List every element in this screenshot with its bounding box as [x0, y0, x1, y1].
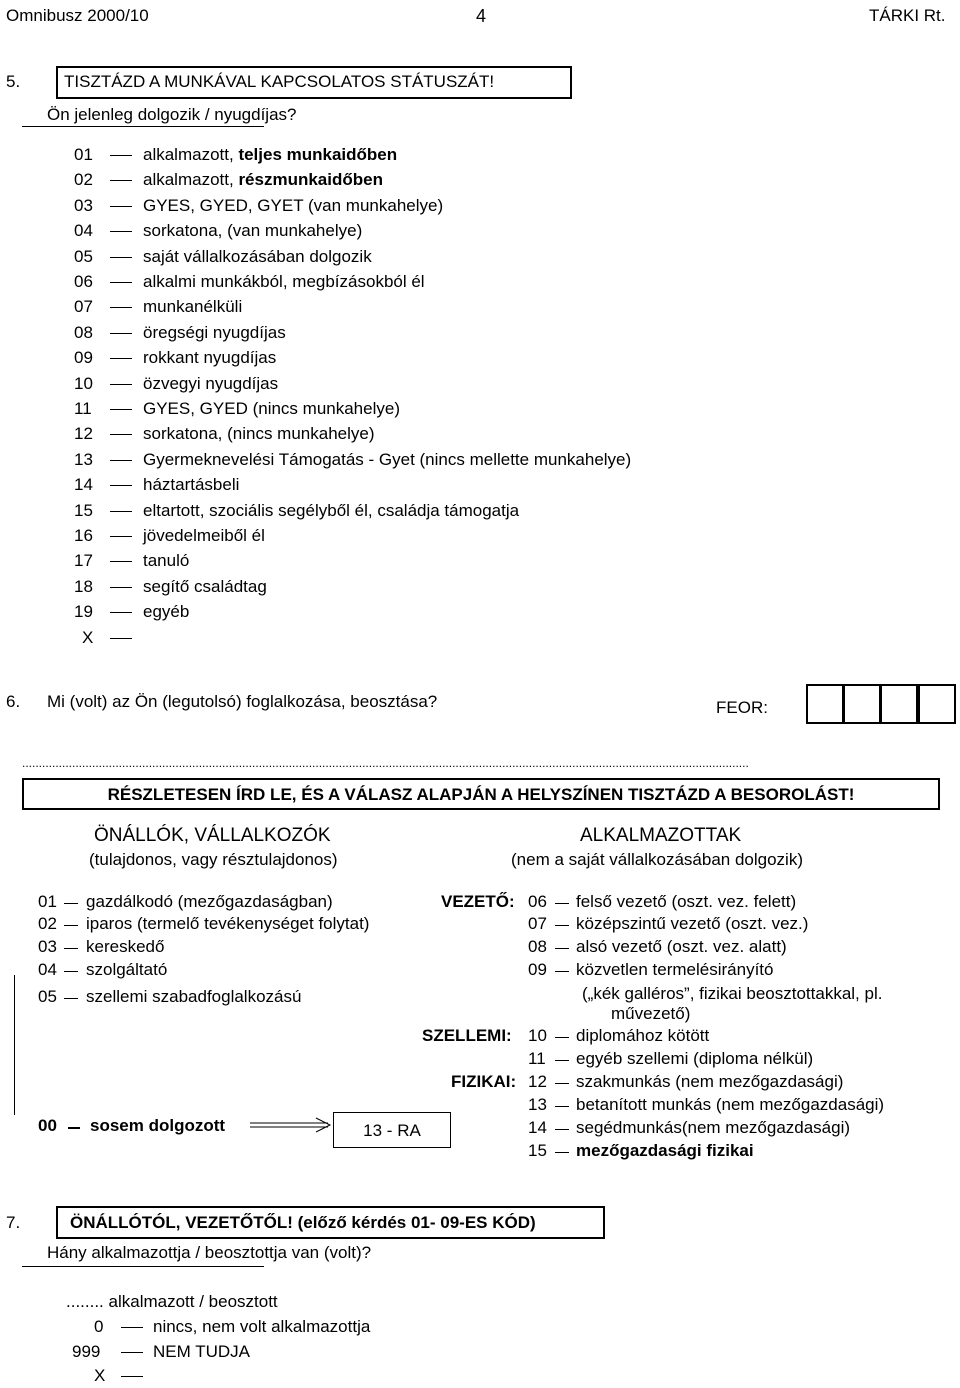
option-text	[143, 475, 239, 495]
option-item[interactable]	[520, 892, 940, 914]
option-dash	[121, 1327, 143, 1328]
option-code: 14	[74, 475, 93, 495]
q7-instruction-box	[56, 1206, 605, 1239]
option-text	[143, 196, 443, 216]
option-code: 07	[74, 297, 93, 317]
option-text-plain: jövedelmeiből él	[143, 526, 265, 545]
option-dash	[110, 384, 132, 385]
option-item[interactable]	[520, 1026, 940, 1048]
option-code: 03	[38, 937, 57, 956]
option-text: felső vezető (oszt. vez. felett)	[576, 892, 797, 911]
option-code: 19	[74, 602, 93, 622]
option-dash	[110, 155, 132, 156]
q7-instruction: ÖNÁLLÓTÓL, VEZETŐTŐL! (előző kérdés 01- 09-ES KÓD)	[70, 1213, 536, 1232]
option-dash	[110, 282, 132, 283]
option-dash	[110, 485, 132, 486]
option-text	[143, 450, 631, 470]
option-text: közvetlen termelésirányító	[576, 960, 774, 979]
option-item[interactable]	[0, 247, 960, 269]
option-code: 08	[528, 937, 547, 956]
q7-question-underline	[22, 1266, 264, 1267]
q6-answer-dots: ..........................................................................................................................................................................................................................	[22, 756, 749, 770]
option-item[interactable]	[520, 960, 940, 982]
option-code: 11	[528, 1049, 546, 1068]
option-item[interactable]	[0, 272, 960, 294]
option-code: 13	[74, 449, 93, 469]
option-text-plain: munkanélküli	[143, 297, 243, 317]
option-text	[143, 170, 383, 190]
option-dash	[110, 206, 132, 207]
option-text-plain: sorkatona, (van munkahelye)	[143, 221, 363, 241]
option-text-bold: részmunkaidőben	[238, 170, 383, 190]
option-code: 02	[38, 914, 57, 933]
option-code: 06	[74, 272, 93, 291]
option-09-note-line2: művezető)	[611, 1004, 691, 1023]
option-dash	[555, 925, 569, 926]
bracket-line	[14, 975, 15, 1115]
page-number: 4	[476, 6, 487, 26]
option-dash	[110, 460, 132, 461]
option-code: X	[94, 1366, 106, 1385]
option-item[interactable]	[0, 937, 420, 959]
feor-digit-box[interactable]	[918, 684, 956, 724]
option-text-plain: háztartásbeli	[143, 475, 240, 495]
never-code: 00	[38, 1116, 57, 1135]
option-item[interactable]	[0, 170, 960, 192]
option-text: szakmunkás (nem mezőgazdasági)	[576, 1072, 844, 1091]
option-text: alsó vezető (oszt. vez. alatt)	[576, 937, 787, 956]
option-dash	[555, 1106, 569, 1107]
option-text: iparos (termelő tevékenységet folytat)	[86, 914, 370, 933]
option-dash	[110, 434, 132, 435]
option-dash	[555, 903, 569, 904]
option-text	[143, 501, 519, 521]
option-dash	[110, 511, 132, 512]
option-text-plain: alkalmazott,	[143, 145, 239, 164]
option-code: 18	[74, 576, 93, 596]
option-code: 01	[74, 145, 93, 164]
option-text	[143, 145, 397, 165]
option-text: kereskedő	[86, 937, 165, 956]
feor-digit-box[interactable]	[880, 684, 918, 724]
option-dash	[110, 536, 132, 537]
option-dash	[555, 1152, 569, 1153]
option-item[interactable]	[0, 297, 960, 319]
option-dash	[110, 587, 132, 588]
option-dash	[110, 358, 132, 359]
skip-arrow-icon	[250, 1116, 332, 1136]
option-dash	[555, 1037, 569, 1038]
option-code: 10	[528, 1026, 547, 1045]
option-item[interactable]	[0, 399, 960, 421]
option-code: 17	[74, 551, 93, 571]
option-text	[143, 526, 265, 546]
option-item[interactable]	[520, 937, 940, 959]
option-item[interactable]	[0, 551, 960, 573]
skip-box	[333, 1112, 451, 1148]
option-item[interactable]	[520, 1072, 940, 1094]
option-text-plain: GYES, GYED (nincs munkahelye)	[143, 399, 400, 418]
option-code: 0	[94, 1317, 104, 1336]
option-item[interactable]	[0, 1342, 500, 1364]
q5-question-underline	[22, 126, 264, 127]
option-code: 12	[528, 1072, 547, 1091]
option-item[interactable]	[0, 145, 960, 167]
option-dash	[555, 1060, 569, 1061]
option-item[interactable]	[0, 475, 960, 497]
option-text	[143, 551, 189, 571]
q5-question: Ön jelenleg dolgozik / nyugdíjas?	[47, 105, 297, 124]
q7-question: Hány alkalmazottja / beosztottja van (volt)?	[47, 1243, 372, 1262]
group-vezeto: VEZETŐ:	[441, 892, 515, 911]
option-item[interactable]	[0, 323, 960, 345]
option-text: mezőgazdasági fizikai	[576, 1141, 754, 1160]
q5-number: 5.	[6, 72, 21, 91]
option-dash	[110, 180, 132, 181]
option-text-plain: GYES, GYED, GYET (van munkahelye)	[143, 195, 444, 215]
option-code: 03	[74, 195, 93, 215]
header-right: TÁRKI Rt.	[869, 6, 946, 25]
option-item[interactable]	[0, 196, 960, 218]
option-item[interactable]	[520, 914, 940, 936]
q5-instruction-box	[56, 66, 572, 99]
option-text-plain: alkalmi munkákból, megbízásokból él	[143, 272, 425, 291]
option-code: 10	[74, 373, 93, 393]
option-dash	[110, 409, 132, 410]
option-item[interactable]	[0, 501, 960, 523]
q6-question: Mi (volt) az Ön (legutolsó) foglalkozása, beosztása?	[47, 692, 438, 711]
right-column-subtitle: (nem a saját vállalkozásában dolgozik)	[511, 850, 803, 869]
group-szellemi: SZELLEMI:	[422, 1026, 512, 1045]
option-text: egyéb szellemi (diploma nélkül)	[576, 1049, 814, 1068]
option-item[interactable]	[520, 1141, 940, 1163]
left-column-subtitle: (tulajdonos, vagy résztulajdonos)	[89, 850, 338, 869]
option-text	[143, 424, 375, 444]
option-item[interactable]	[0, 1317, 500, 1339]
option-text-plain: eltartott, szociális segélyből él, családja támogatja	[143, 500, 520, 520]
option-code: 15	[74, 500, 93, 520]
q7-number: 7.	[6, 1213, 21, 1232]
option-code: 09	[74, 348, 93, 368]
option-item[interactable]	[0, 526, 960, 548]
option-text-plain: alkalmazott,	[143, 170, 239, 190]
option-item[interactable]	[0, 450, 960, 472]
option-code: 01	[38, 892, 57, 911]
option-code: 05	[74, 246, 93, 266]
option-code: 14	[528, 1118, 547, 1137]
option-item[interactable]	[0, 914, 420, 936]
option-text-plain: rokkant nyugdíjas	[143, 348, 277, 368]
option-text	[143, 602, 189, 622]
q6-number: 6.	[6, 692, 21, 711]
option-text	[143, 221, 362, 241]
option-text-plain: egyéb	[143, 602, 190, 622]
option-code: 04	[74, 221, 93, 241]
q5-instruction: TISZTÁZD A MUNKÁVAL KAPCSOLATOS STÁTUSZÁT!	[64, 72, 495, 91]
option-text-plain: sorkatona, (nincs munkahelye)	[143, 424, 375, 444]
option-item[interactable]	[0, 221, 960, 243]
option-item[interactable]	[0, 628, 960, 650]
option-dash	[555, 948, 569, 949]
option-item[interactable]	[0, 987, 420, 1009]
option-dash	[555, 1129, 569, 1130]
option-dash	[64, 971, 78, 972]
option-text-bold: teljes munkaidőben	[238, 145, 398, 164]
option-dash	[121, 1352, 143, 1353]
option-text	[143, 374, 278, 394]
option-item[interactable]	[520, 1049, 940, 1071]
option-text-plain: saját vállalkozásában dolgozik	[143, 246, 372, 266]
option-text-plain: öregségi nyugdíjas	[143, 322, 286, 342]
group-fizikai: FIZIKAI:	[451, 1072, 517, 1091]
option-09-note-line1: („kék galléros”, fizikai beosztottakkal, pl.	[582, 984, 883, 1003]
option-text: betanított munkás (nem mezőgazdasági)	[576, 1095, 885, 1114]
option-dash	[110, 257, 132, 258]
option-code: 999	[72, 1342, 101, 1361]
option-code: 09	[528, 960, 547, 979]
feor-digit-box[interactable]	[843, 684, 881, 724]
skip-target: 13 - RA	[363, 1121, 421, 1140]
option-text	[143, 323, 286, 343]
option-dash	[555, 1083, 569, 1084]
option-code: 15	[528, 1141, 547, 1160]
option-code: X	[82, 627, 94, 647]
never-dash	[68, 1127, 80, 1129]
option-code: 16	[74, 526, 93, 545]
option-item[interactable]	[0, 602, 960, 624]
option-text-plain: tanuló	[143, 551, 190, 571]
option-dash	[64, 903, 78, 904]
option-code: 11	[74, 399, 92, 418]
option-text: NEM TUDJA	[153, 1342, 250, 1361]
feor-digit-box[interactable]	[806, 684, 844, 724]
option-item[interactable]	[0, 374, 960, 396]
option-text-plain: segítő családtag	[143, 576, 267, 596]
option-code: 07	[528, 914, 547, 933]
option-code: 12	[74, 424, 93, 444]
option-text-plain: özvegyi nyugdíjas	[143, 373, 279, 393]
option-code: 13	[528, 1095, 547, 1114]
option-text: nincs, nem volt alkalmazottja	[153, 1317, 371, 1336]
option-text	[143, 297, 242, 317]
option-text	[143, 348, 276, 368]
option-text: diplomához kötött	[576, 1026, 710, 1045]
option-item[interactable]	[0, 424, 960, 446]
option-item[interactable]	[520, 1118, 940, 1140]
option-dash	[64, 948, 78, 949]
option-text	[143, 577, 267, 597]
option-code: 02	[74, 170, 93, 190]
option-text: gazdálkodó (mezőgazdaságban)	[86, 892, 333, 911]
left-column-title: ÖNÁLLÓK, VÁLLALKOZÓK	[94, 825, 331, 846]
option-dash	[110, 333, 132, 334]
option-text	[143, 272, 425, 292]
option-item[interactable]	[0, 348, 960, 370]
option-text: szolgáltató	[86, 960, 168, 979]
never-text: sosem dolgozott	[90, 1116, 226, 1135]
option-item[interactable]	[0, 960, 420, 982]
option-dash	[555, 971, 569, 972]
option-code: 08	[74, 322, 93, 342]
q6-instruction: RÉSZLETESEN ÍRD LE, ÉS A VÁLASZ ALAPJÁN A HELYSZÍNEN TISZTÁZD A BESOROLÁST!	[107, 785, 855, 804]
header-left: Omnibusz 2000/10	[6, 6, 149, 25]
option-code: 06	[528, 892, 547, 911]
option-item[interactable]	[0, 1366, 500, 1388]
option-code: 04	[38, 960, 57, 979]
option-text: szellemi szabadfoglalkozású	[86, 987, 302, 1006]
option-item[interactable]	[520, 1095, 940, 1117]
option-dash	[121, 1376, 143, 1377]
q7-answer-line[interactable]: ........ alkalmazott / beosztott	[66, 1292, 278, 1311]
option-dash	[64, 998, 78, 999]
option-item[interactable]	[0, 577, 960, 599]
option-code: 05	[38, 987, 57, 1006]
option-text: középszintű vezető (oszt. vez.)	[576, 914, 809, 933]
option-text: segédmunkás(nem mezőgazdasági)	[576, 1118, 851, 1137]
option-dash	[110, 638, 132, 639]
option-text	[143, 399, 400, 419]
option-item[interactable]	[0, 892, 420, 914]
option-text-plain: Gyermeknevelési Támogatás - Gyet (nincs mellette munkahelye)	[143, 449, 632, 469]
option-text	[143, 247, 372, 267]
option-dash	[110, 307, 132, 308]
option-dash	[110, 612, 132, 613]
option-dash	[110, 561, 132, 562]
option-dash	[110, 231, 132, 232]
option-dash	[64, 925, 78, 926]
feor-label: FEOR:	[716, 698, 768, 717]
q6-instruction-box	[22, 778, 940, 810]
right-column-title: ALKALMAZOTTAK	[580, 825, 742, 846]
